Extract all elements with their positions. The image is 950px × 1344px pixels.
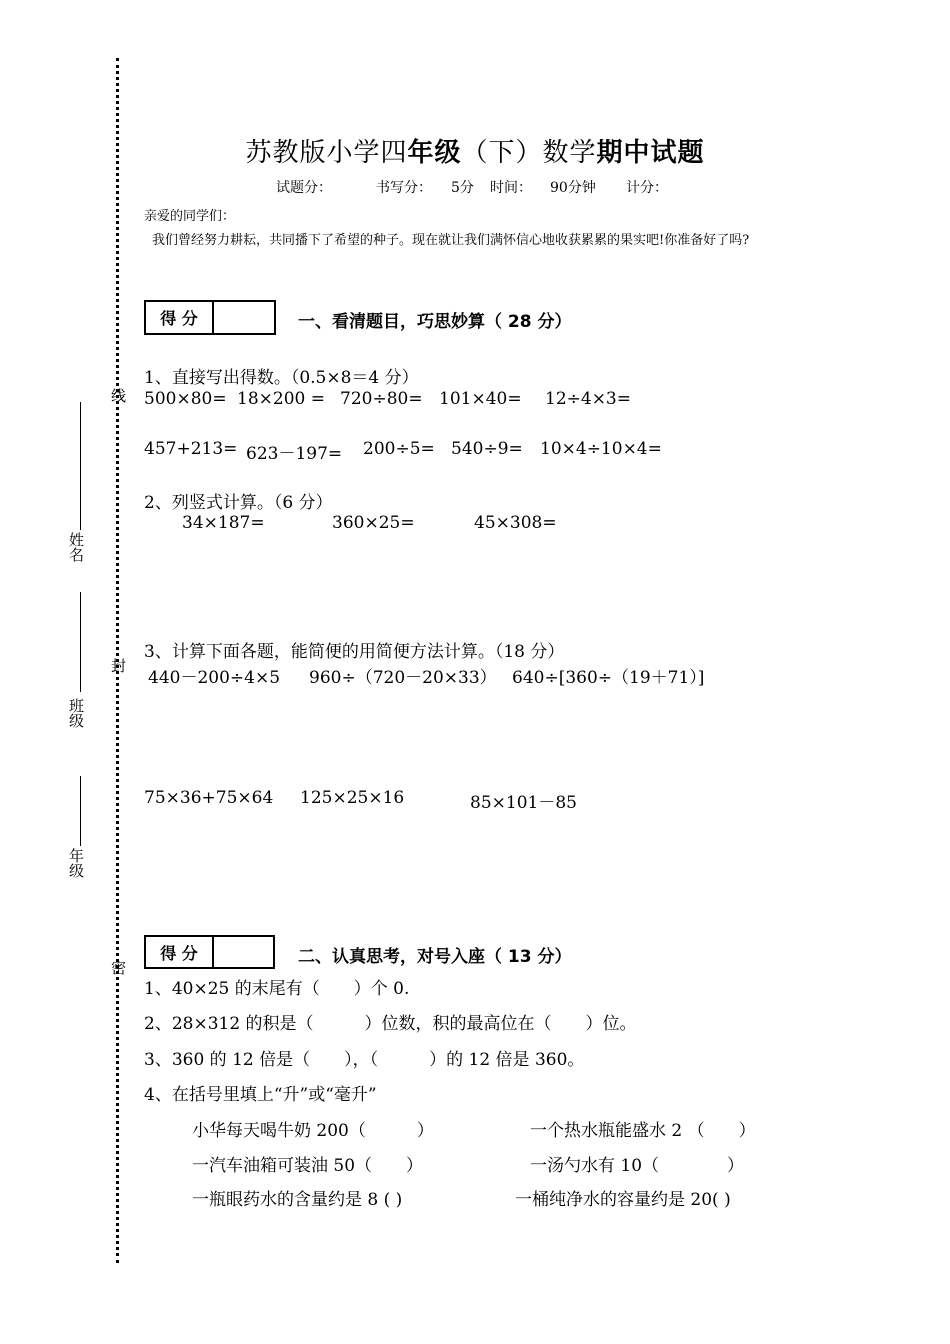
score-box-blank[interactable] [214,937,273,967]
q2-item: 360×25= [332,513,415,533]
seal-char-line: 线 [109,388,127,403]
score-box-blank[interactable] [214,302,274,333]
q1-item: 12÷4×3= [545,389,631,409]
greeting: 亲爱的同学们： [144,209,236,224]
q2-title: 2、列竖式计算。（6 分） [144,493,333,513]
grade-line [80,776,81,846]
q1-item: 10×4÷10×4= [540,439,662,459]
meta-time: 时间： [490,180,532,196]
q1-item: 101×40= [439,389,522,409]
s2-q4-item: 小华每天喝牛奶 200（ ） [192,1121,434,1141]
s2-q4: 4、在括号里填上“升”或“毫升” [144,1085,377,1105]
s2-q4-item: 一汤勺水有 10（ ） [530,1156,745,1176]
q3-item: 960÷（720－20×33） [309,668,497,688]
q3-title: 3、计算下面各题，能简便的用简便方法计算。（18 分） [144,642,565,662]
q2-item: 45×308= [474,513,557,533]
q3-item: 125×25×16 [300,788,405,808]
meta-total: 计分： [626,180,668,196]
s2-q4-item: 一瓶眼药水的含量约是 8 ( ) [192,1190,403,1210]
q1-title: 1、直接写出得数。（0.5×8＝4 分） [144,368,419,388]
q1-item: 540÷9= [451,439,523,459]
q1-item: 500×80= [144,389,227,409]
class-line [80,592,81,692]
s2-q2: 2、28×312 的积是（ ）位数，积的最高位在（ ）位。 [144,1014,637,1034]
score-box-2 [144,935,275,969]
s2-q4-item: 一个热水瓶能盛水 2 （ ） [530,1121,756,1141]
name-field-label: 姓名 [67,532,85,562]
q3-item: 440－200÷4×5 [148,668,281,688]
q3-item: 75×36+75×64 [144,788,274,808]
score-box-label: 得 分 [146,302,214,333]
q1-item: 720÷80= [340,389,423,409]
score-box-label: 得 分 [146,937,214,967]
q1-item: 457+213= [144,439,238,459]
s2-q3: 3、360 的 12 倍是（ ），（ ）的 12 倍是 360。 [144,1050,585,1070]
section-1-heading: 一、看清题目，巧思妙算（ 28 分） [298,312,572,332]
page-title: 苏教版小学四年级（下）数学期中试题 [245,138,705,168]
q1-item: 18×200 = [237,389,325,409]
q3-item: 640÷[360÷（19＋71）] [512,668,705,688]
name-line [80,402,81,530]
seal-char-secret: 密 [109,960,127,975]
intro-text: 我们曾经努力耕耘，共同播下了希望的种子。现在就让我们满怀信心地收获累累的果实吧!你准备好了吗? [152,233,750,248]
meta-writing: 书写分： [376,180,432,196]
meta-time-value: 90分钟 [550,180,596,196]
q1-item: 200÷5= [363,439,435,459]
seal-char-seal: 封 [109,658,127,673]
q3-item: 85×101－85 [470,793,577,813]
s2-q4-item: 一汽车油箱可装油 50（ ） [192,1156,424,1176]
section-2-heading: 二、认真思考，对号入座（ 13 分） [298,947,572,967]
q1-item: 623－197= [246,444,343,464]
s2-q1: 1、40×25 的末尾有（ ）个 0. [144,979,410,999]
meta-writing-value: 5分 [451,180,474,196]
grade-field-label: 年级 [67,848,85,878]
s2-q4-item: 一桶纯净水的容量约是 20( ) [515,1190,731,1210]
class-field-label: 班级 [67,698,85,728]
q2-item: 34×187= [182,513,265,533]
meta-score: 试题分： [276,180,332,196]
score-box-1 [144,300,276,335]
